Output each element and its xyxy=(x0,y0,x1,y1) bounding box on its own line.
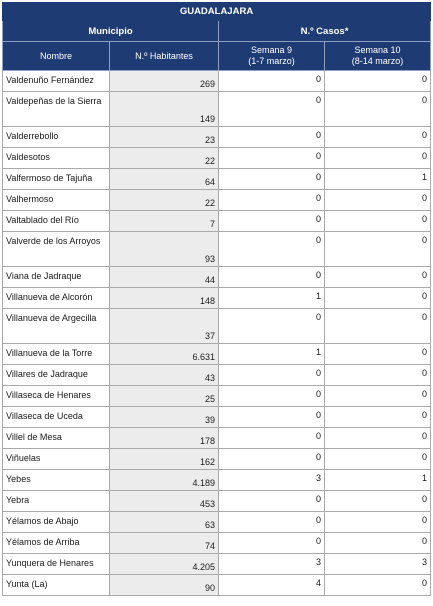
table-row xyxy=(3,428,431,449)
semana9-cases-cell: 0 xyxy=(219,512,325,533)
semana9-cases-cell: 0 xyxy=(219,449,325,470)
semana10-dates: (8-14 marzo) xyxy=(351,56,404,66)
municipio-name-cell: Villares de Jadraque xyxy=(3,365,110,386)
municipio-name-cell: Valdepeñas de la Sierra xyxy=(3,92,110,127)
habitantes-cell: 4.205 xyxy=(110,554,219,575)
semana10-cases-cell: 0 xyxy=(325,211,431,232)
habitantes-cell: 7 xyxy=(110,211,219,232)
table-row xyxy=(3,92,431,127)
semana10-cases-cell: 0 xyxy=(325,267,431,288)
habitantes-cell: 74 xyxy=(110,533,219,554)
municipio-name-cell: Villaseca de Uceda xyxy=(3,407,110,428)
semana9-cases-cell: 0 xyxy=(219,407,325,428)
semana10-cases-cell: 0 xyxy=(325,288,431,309)
table-row xyxy=(3,554,431,575)
table-row xyxy=(3,512,431,533)
semana9-cases-cell: 0 xyxy=(219,428,325,449)
column-header-nombre xyxy=(3,42,110,71)
semana9-cases-cell: 0 xyxy=(219,148,325,169)
column-header-nombre-label: Nombre xyxy=(39,50,72,61)
municipio-name-cell: Yélamos de Arriba xyxy=(3,533,110,554)
table-row xyxy=(3,491,431,512)
column-header-habitantes-label: N.º Habitantes xyxy=(135,50,193,61)
table-row xyxy=(3,575,431,596)
semana10-cases-cell: 0 xyxy=(325,533,431,554)
semana10-cases-cell: 0 xyxy=(325,386,431,407)
habitantes-cell: 25 xyxy=(110,386,219,407)
municipio-name-cell: Valhermoso xyxy=(3,190,110,211)
table-row xyxy=(3,267,431,288)
semana9-cases-cell: 1 xyxy=(219,344,325,365)
table-row xyxy=(3,288,431,309)
semana10-cases-cell: 0 xyxy=(325,575,431,596)
table-row xyxy=(3,365,431,386)
municipio-name-cell: Yebes xyxy=(3,470,110,491)
semana10-cases-cell: 0 xyxy=(325,309,431,344)
semana10-cases-cell: 0 xyxy=(325,428,431,449)
semana9-cases-cell: 1 xyxy=(219,288,325,309)
semana9-cases-cell: 3 xyxy=(219,554,325,575)
municipio-name-cell: Valderrebollo xyxy=(3,127,110,148)
semana9-cases-cell: 0 xyxy=(219,71,325,92)
table-row xyxy=(3,470,431,491)
habitantes-cell: 269 xyxy=(110,71,219,92)
habitantes-cell: 37 xyxy=(110,309,219,344)
cases-table-container xyxy=(2,2,430,596)
habitantes-cell: 44 xyxy=(110,267,219,288)
group-header-casos: N.º Casos* xyxy=(219,21,431,42)
table-row xyxy=(3,533,431,554)
semana9-title: Semana 9 xyxy=(250,45,293,55)
municipio-name-cell: Valfermoso de Tajuña xyxy=(3,169,110,190)
habitantes-cell: 63 xyxy=(110,512,219,533)
table-row xyxy=(3,190,431,211)
semana9-cases-cell: 3 xyxy=(219,470,325,491)
semana9-cases-cell: 0 xyxy=(219,232,325,267)
table-row xyxy=(3,344,431,365)
semana9-cases-cell: 0 xyxy=(219,491,325,512)
habitantes-cell: 6.631 xyxy=(110,344,219,365)
table-body xyxy=(3,71,431,596)
table-row xyxy=(3,232,431,267)
habitantes-cell: 64 xyxy=(110,169,219,190)
semana10-cases-cell: 0 xyxy=(325,190,431,211)
municipio-name-cell: Villel de Mesa xyxy=(3,428,110,449)
semana9-cases-cell: 0 xyxy=(219,92,325,127)
table-row xyxy=(3,169,431,190)
table-row xyxy=(3,407,431,428)
semana9-cases-cell: 0 xyxy=(219,211,325,232)
semana9-cases-cell: 0 xyxy=(219,365,325,386)
semana10-cases-cell: 0 xyxy=(325,449,431,470)
semana9-cases-cell: 0 xyxy=(219,309,325,344)
habitantes-cell: 453 xyxy=(110,491,219,512)
habitantes-cell: 39 xyxy=(110,407,219,428)
municipio-name-cell: Villanueva de la Torre xyxy=(3,344,110,365)
municipio-name-cell: Villanueva de Alcorón xyxy=(3,288,110,309)
municipio-name-cell: Viñuelas xyxy=(3,449,110,470)
habitantes-cell: 4.189 xyxy=(110,470,219,491)
semana10-cases-cell: 0 xyxy=(325,92,431,127)
semana10-cases-cell: 0 xyxy=(325,365,431,386)
semana10-cases-cell: 0 xyxy=(325,344,431,365)
municipio-name-cell: Valtablado del Río xyxy=(3,211,110,232)
column-header-semana9 xyxy=(219,42,325,71)
semana9-cases-cell: 0 xyxy=(219,127,325,148)
municipio-name-cell: Valverde de los Arroyos xyxy=(3,232,110,267)
table-row xyxy=(3,309,431,344)
habitantes-cell: 43 xyxy=(110,365,219,386)
semana10-cases-cell: 0 xyxy=(325,491,431,512)
semana9-cases-cell: 0 xyxy=(219,169,325,190)
municipio-name-cell: Villanueva de Argecilla xyxy=(3,309,110,344)
semana9-cases-cell: 0 xyxy=(219,267,325,288)
table-row xyxy=(3,127,431,148)
habitantes-cell: 90 xyxy=(110,575,219,596)
table-title: GUADALAJARA xyxy=(3,3,431,21)
municipio-name-cell: Yélamos de Abajo xyxy=(3,512,110,533)
habitantes-cell: 22 xyxy=(110,148,219,169)
habitantes-cell: 149 xyxy=(110,92,219,127)
table-row xyxy=(3,449,431,470)
cases-table xyxy=(2,2,431,596)
semana10-cases-cell: 0 xyxy=(325,232,431,267)
municipio-name-cell: Yebra xyxy=(3,491,110,512)
municipio-name-cell: Valdesotos xyxy=(3,148,110,169)
habitantes-cell: 23 xyxy=(110,127,219,148)
table-row xyxy=(3,211,431,232)
table-row xyxy=(3,148,431,169)
semana9-dates: (1-7 marzo) xyxy=(248,56,295,66)
municipio-name-cell: Villaseca de Henares xyxy=(3,386,110,407)
municipio-name-cell: Yunquera de Henares xyxy=(3,554,110,575)
habitantes-cell: 162 xyxy=(110,449,219,470)
municipio-name-cell: Valdenuño Fernández xyxy=(3,71,110,92)
semana10-cases-cell: 0 xyxy=(325,512,431,533)
semana9-cases-cell: 4 xyxy=(219,575,325,596)
semana10-title: Semana 10 xyxy=(354,45,401,55)
habitantes-cell: 93 xyxy=(110,232,219,267)
table-row xyxy=(3,71,431,92)
semana10-cases-cell: 0 xyxy=(325,407,431,428)
semana10-cases-cell: 1 xyxy=(325,169,431,190)
habitantes-cell: 148 xyxy=(110,288,219,309)
table-row xyxy=(3,386,431,407)
semana10-cases-cell: 3 xyxy=(325,554,431,575)
habitantes-cell: 22 xyxy=(110,190,219,211)
semana10-cases-cell: 0 xyxy=(325,148,431,169)
habitantes-cell: 178 xyxy=(110,428,219,449)
semana9-cases-cell: 0 xyxy=(219,190,325,211)
semana10-cases-cell: 0 xyxy=(325,71,431,92)
column-header-semana10 xyxy=(325,42,431,71)
semana10-cases-cell: 0 xyxy=(325,127,431,148)
semana9-cases-cell: 0 xyxy=(219,386,325,407)
group-header-municipio: Municipio xyxy=(3,21,219,42)
semana9-cases-cell: 0 xyxy=(219,533,325,554)
semana10-cases-cell: 1 xyxy=(325,470,431,491)
municipio-name-cell: Viana de Jadraque xyxy=(3,267,110,288)
column-header-habitantes xyxy=(110,42,219,71)
municipio-name-cell: Yunta (La) xyxy=(3,575,110,596)
